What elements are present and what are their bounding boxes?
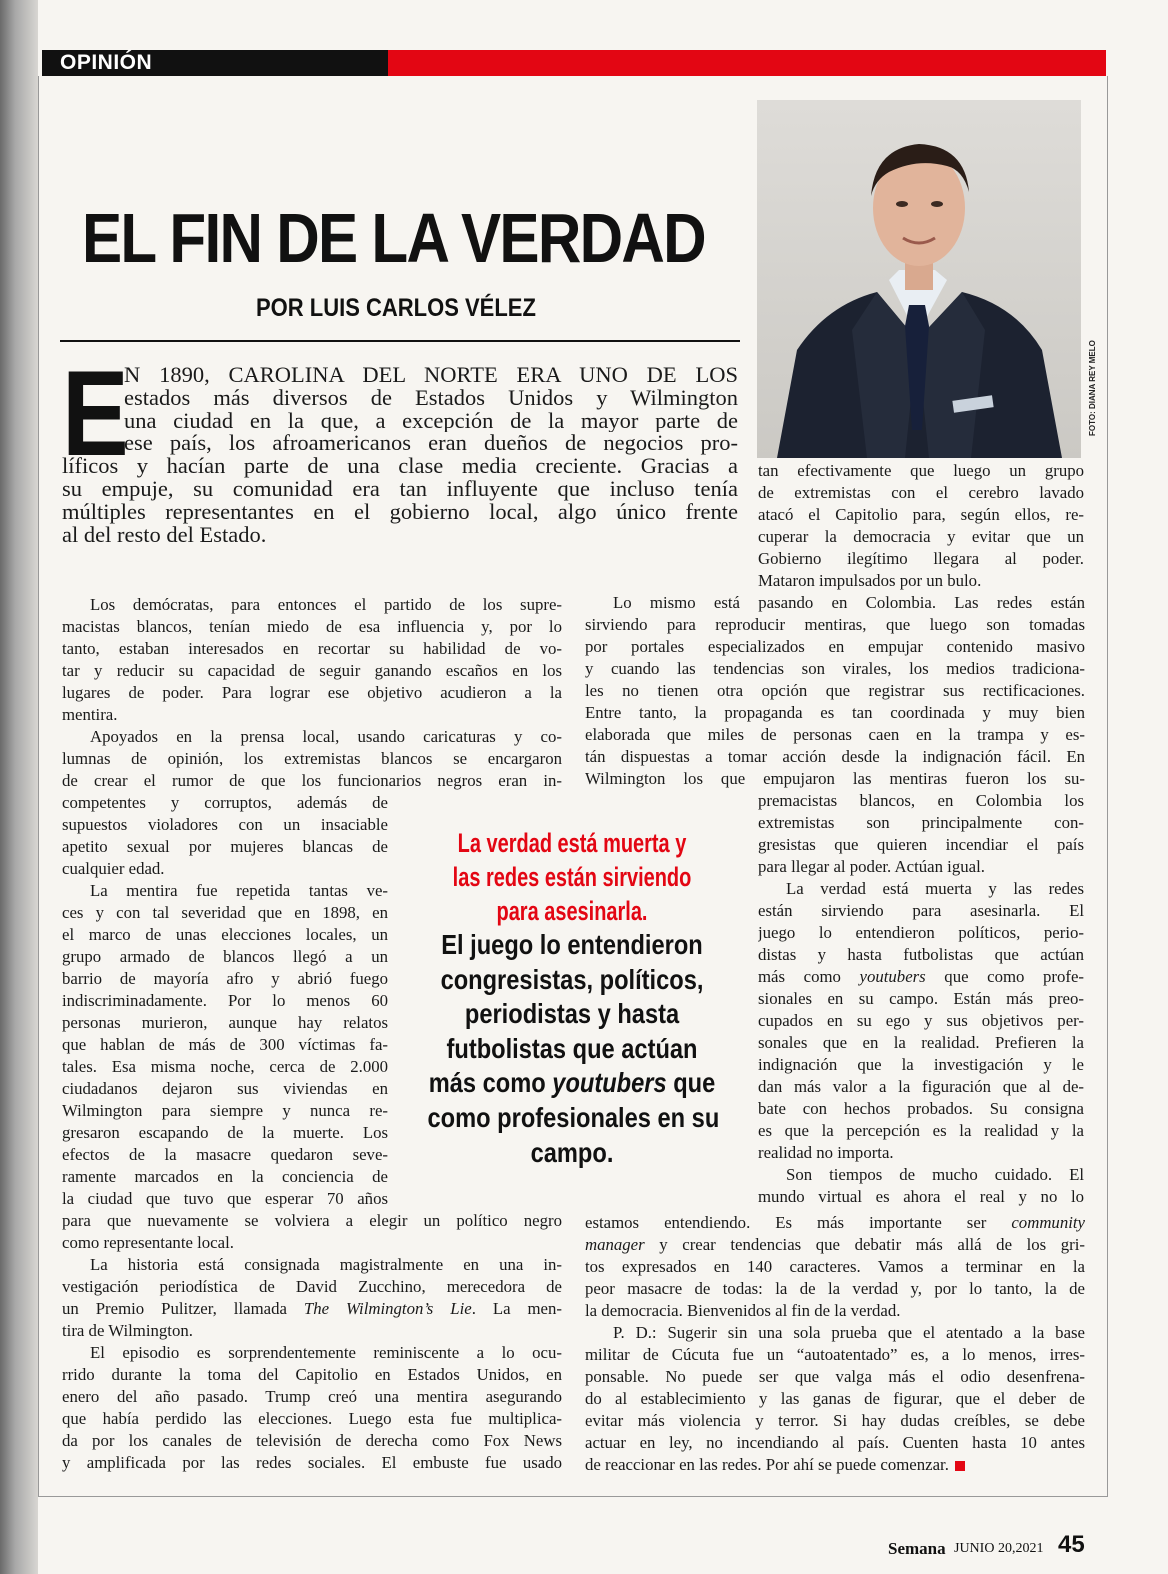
body-line: y amplificada por las redes sociales. El embuste fue usado (62, 1453, 562, 1472)
body-line: un Premio Pulitzer, llamada The Wilmington’s Lie. La men- (62, 1299, 562, 1318)
column-2-bottom (585, 1212, 1085, 1476)
body-line: extremistas son principalmente con- (758, 813, 1084, 832)
body-line: tira de Wilmington. (62, 1321, 193, 1340)
body-line: lugares de poder. Para lograr ese objetivo acudieron a la (62, 683, 562, 702)
body-line: gresaron escapando de la muerte. Los (62, 1123, 388, 1142)
author-photo (757, 100, 1081, 458)
body-line: P. D.: Sugerir sin una sola prueba que el atentado a la base (613, 1323, 1085, 1342)
body-line: lumnas de opinión, los extremistas blancos se encargaron (62, 749, 562, 768)
body-line: apetito sexual por mujeres blancas de (62, 837, 388, 856)
body-line: personas murieron, aunque hay relatos (62, 1013, 388, 1032)
article-byline: POR LUIS CARLOS VÉLEZ (256, 294, 536, 322)
body-line: dan más valor a la figuración que al de- (758, 1077, 1084, 1096)
body-line: juego lo entendieron políticos, perio- (758, 923, 1084, 942)
body-line: que había perdido las elecciones. Luego esta fue multiplica- (62, 1409, 562, 1428)
section-bar-red (388, 50, 1106, 76)
pull-quote-line: periodistas y hasta (464, 998, 680, 1030)
body-line: de extremistas con el cerebro lavado (758, 483, 1084, 502)
body-line: efectos de la masacre quedaron seve- (62, 1145, 388, 1164)
body-line: por portales especializados en empujar contenido masivo (585, 637, 1085, 656)
body-line: grupo armado de blancos llegó a un (62, 947, 388, 966)
body-line: indiscriminadamente. Por lo menos 60 (62, 991, 388, 1010)
magazine-brand: Semana (888, 1539, 946, 1558)
title-rule (60, 340, 740, 342)
body-line: Wilmington para siempre y nunca re- (62, 1101, 388, 1120)
body-line: Apoyados en la prensa local, usando caricaturas y co- (90, 727, 562, 746)
pull-quote (404, 826, 740, 1170)
body-line: mentira. (62, 705, 118, 724)
body-line: Wilmington los que empujaron las mentiras fueron los su- (585, 769, 1085, 788)
body-line: atacó el Capitolio para, según ellos, re- (758, 505, 1084, 524)
body-line: cualquier edad. (62, 859, 165, 878)
body-line: rrido durante la toma del Capitolio en Estados Unidos, en (62, 1365, 562, 1384)
pull-quote-line: para asesinarla. (496, 896, 648, 926)
body-line: están sirviendo para asesinarla. El (758, 901, 1084, 920)
body-line: cupados en su ego y sus objetivos per- (758, 1011, 1084, 1030)
body-line: La mentira fue repetida tantas ve- (90, 881, 388, 900)
body-line: cuperar la democracia y evitar que un (758, 527, 1084, 546)
lead-line: N 1890, CAROLINA DEL NORTE ERA UNO DE LOS (124, 364, 738, 387)
pull-quote-line: El juego lo entendieron (441, 929, 703, 960)
lead-line: su empuje, su comunidad era tan influyente que incluso tenía (62, 477, 738, 501)
body-line: para que nuevamente se volviera a elegir un político negro (62, 1211, 562, 1230)
pull-quote-black (404, 928, 740, 1170)
section-label: OPINIÓN (60, 51, 153, 74)
body-line: sonales que en la realidad. Prefieren la (758, 1033, 1084, 1052)
lead-line: líficos y hacían parte de una clase media creciente. Gracias a (62, 455, 738, 478)
body-line: Mataron impulsados por un bulo. (758, 571, 982, 590)
pull-quote-red (428, 826, 717, 928)
lead-paragraph (62, 345, 738, 547)
binding-shadow (0, 0, 38, 1574)
article-title: EL FIN DE LA VERDAD (82, 199, 705, 277)
body-line: La historia está consignada magistralmente en una in- (90, 1255, 562, 1274)
body-line: tan efectivamente que luego un grupo (758, 461, 1084, 480)
body-line: militar de Cúcuta fue un “autoatentado” es, a lo menos, irres- (585, 1345, 1085, 1364)
body-line: bate con hechos probados. Su consigna (758, 1099, 1084, 1118)
italic-term: youtubers (552, 1067, 667, 1099)
column-1-bottom (62, 1210, 562, 1474)
body-line: ciudadanos dejaron sus viviendas en (62, 1079, 388, 1098)
italic-term: youtubers (859, 967, 926, 986)
book-title: The Wilmington’s Lie (303, 1299, 472, 1318)
body-line: elaborada que miles de personas caen en la trampa y es- (585, 725, 1085, 744)
body-line: la ciudad que tuvo que esperar 70 años (62, 1189, 388, 1208)
body-line: vestigación periodística de David Zucchino, merecedora de (62, 1277, 562, 1296)
body-line: les no tienen otra opción que registrar sus rectificaciones. (585, 681, 1085, 700)
photo-credit: FOTO: DIANA REY MELO (1088, 340, 1097, 436)
body-line: y cuando las tendencias son virales, los medios tradiciona- (585, 659, 1085, 678)
author-portrait-illustration (757, 100, 1081, 458)
body-line: supuestos violadores con un insaciable (62, 815, 388, 834)
body-line: El episodio es sorprendentemente reminiscente a lo ocu- (90, 1343, 562, 1362)
body-line: evitar más violencia y terror. Si hay dudas creíbles, se debe (585, 1411, 1085, 1430)
body-line: enero del año pasado. Trump creó una mentira asegurando (62, 1387, 562, 1406)
body-line: el marco de unas elecciones locales, un (62, 925, 388, 944)
body-line: realidad no importa. (758, 1143, 894, 1162)
column-2-wide (585, 592, 1085, 790)
body-line: actuar en ley, no incendiando al país. Cuenten hasta 10 antes (585, 1433, 1085, 1452)
body-line: Son tiempos de mucho cuidado. El (786, 1165, 1084, 1184)
body-line: peor masacre de todas: la de la verdad y, por lo tanto, la de (585, 1279, 1085, 1298)
body-line: Gobierno ilegítimo llegara al poder. (758, 549, 1084, 568)
column-2-top (758, 460, 1084, 592)
body-line: de reaccionar en las redes. Por ahí se puede comenzar. (585, 1454, 1085, 1476)
pull-quote-line: las redes están sirviendo (452, 862, 692, 892)
body-line: tar y reducir su capacidad de seguir ganando escaños en los (62, 661, 562, 680)
body-line: premacistas blancos, en Colombia los (758, 791, 1084, 810)
section-bar (42, 50, 1106, 76)
body-line: da por los canales de televisión de derecha como Fox News (62, 1431, 562, 1450)
body-line: que hablan de más de 300 víctimas fa- (62, 1035, 388, 1054)
italic-term: community (1011, 1213, 1085, 1232)
drop-cap: E (62, 345, 129, 481)
lead-line: estados más diversos de Estados Unidos y Wilmington (124, 386, 738, 410)
body-line: ramente marcados en la conciencia de (62, 1167, 388, 1186)
body-line: tos expresados en 140 caracteres. Vamos a terminar en la (585, 1257, 1085, 1276)
body-line: macistas blancos, tenían miedo de esa influencia y, por lo (62, 617, 562, 636)
body-line: Lo mismo está pasando en Colombia. Las redes están (613, 593, 1085, 612)
column-1-narrow (62, 792, 388, 1210)
lead-line: ese país, los afroamericanos eran dueños de negocios pro- (124, 432, 738, 456)
column-2-narrow (758, 790, 1084, 1208)
body-line: do al establecimiento y las ganas de figurar, que el deber de (585, 1389, 1085, 1408)
body-line: mundo virtual es ahora el real y no lo (758, 1187, 1084, 1206)
pull-quote-line: futbolistas que actúan (446, 1032, 698, 1064)
body-line: barrio de mayoría afro y abrió fuego (62, 969, 388, 988)
page-number: 45 (1058, 1531, 1085, 1558)
body-line: indignación que la investigación y le (758, 1055, 1084, 1074)
body-line: como representante local. (62, 1233, 234, 1252)
body-line: Entre tanto, la propaganda es tan coordinada y muy bien (585, 703, 1085, 722)
body-line: La verdad está muerta y las redes (786, 879, 1084, 898)
end-mark (955, 1461, 965, 1471)
body-line: gresistas que quieren incendiar el país (758, 835, 1084, 854)
column-1-top (62, 594, 562, 792)
body-line: más como youtubers que como profe- (758, 967, 1084, 986)
pull-quote-line: como profesionales en su (427, 1101, 720, 1133)
body-line: para llegar al poder. Actúan igual. (758, 857, 985, 876)
body-line: sirviendo para reproducir mentiras, que luego son tomadas (585, 615, 1085, 634)
pull-quote-line: congresistas, políticos, (440, 963, 704, 995)
body-line: estamos entendiendo. Es más importante ser community (585, 1213, 1085, 1232)
body-line: tanto, estaban interesados en recortar su habilidad de vo- (62, 639, 562, 658)
lead-line: múltiples representantes en el gobierno local, algo único frente (62, 500, 738, 524)
body-line: distas y hasta futbolistas que actúan (758, 945, 1084, 964)
body-line: Los demócratas, para entonces el partido de los supre- (90, 595, 562, 614)
italic-term: manager (585, 1235, 645, 1254)
pull-quote-line: más como youtubers que (428, 1067, 716, 1099)
body-line: tales. Esa misma noche, cerca de 2.000 (62, 1057, 388, 1076)
body-line: ponsable. No puede ser que valga más el odio desenfrena- (585, 1367, 1085, 1386)
body-line: tán dispuestas a tomar acción desde la indignación fácil. En (585, 747, 1085, 766)
lead-line: una ciudad en la que, a excepción de la mayor parte de (124, 409, 738, 433)
issue-date: JUNIO 20,2021 (954, 1541, 1044, 1556)
body-line: es que la percepción es la realidad y la (758, 1121, 1084, 1140)
body-line: competentes y corruptos, además de (62, 793, 388, 812)
body-line: de crear el rumor de que los funcionarios negros eran in- (62, 771, 562, 790)
body-line: la democracia. Bienvenidos al fin de la verdad. (585, 1301, 901, 1320)
lead-line: al del resto del Estado. (62, 523, 267, 547)
pull-quote-line: campo. (530, 1136, 614, 1168)
pull-quote-line: La verdad está muerta y (457, 828, 687, 858)
body-line: sionales en su campo. Están más preo- (758, 989, 1084, 1008)
body-line: manager y crear tendencias que debatir más allá de los gri- (585, 1235, 1085, 1254)
body-line: ces y con tal severidad que en 1898, en (62, 903, 388, 922)
